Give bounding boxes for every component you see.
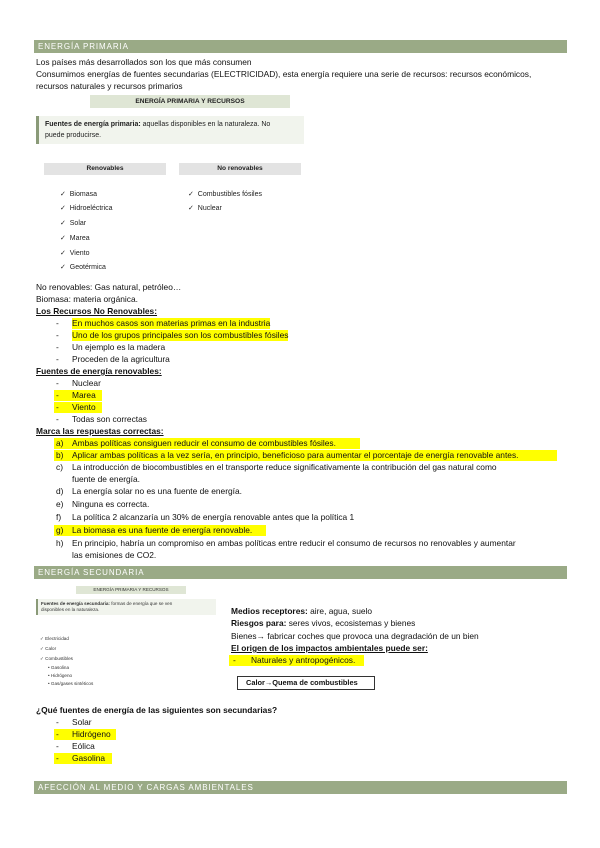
sub-item: • Gasolina [48, 665, 70, 670]
dash-bullet: - [56, 729, 59, 739]
section-header-energia-secundaria: ENERGÍA SECUNDARIA [34, 566, 567, 579]
section-header-energia-primaria: ENERGÍA PRIMARIA [34, 40, 567, 53]
question-title: El origen de los impactos ambientales puede ser: [231, 643, 428, 653]
check-icon: ✓ [60, 264, 66, 271]
list-item: ✓ Marea [60, 235, 90, 242]
list-item: ✓ Calor [40, 646, 57, 651]
answer-item: Nuclear [72, 378, 101, 388]
dash-bullet: - [56, 402, 59, 412]
definition-text: aquellas disponibles en la naturaleza. No [140, 121, 271, 128]
question-title: Los Recursos No Renovables: [36, 306, 158, 316]
answer-item: Solar [72, 717, 92, 727]
dash-bullet: - [56, 741, 59, 751]
answer-item: Gasolina [72, 753, 106, 763]
energy-resources-figure [36, 94, 316, 278]
option-label: c) [56, 462, 63, 472]
dash-bullet: - [233, 655, 236, 665]
check-icon: ✓ [60, 191, 66, 198]
riesgos-line: Riesgos para: seres vivos, ecosistemas y bienes [231, 618, 416, 628]
option-text: La energía solar no es una fuente de energía. [72, 486, 242, 496]
note-line: No renovables: Gas natural, petróleo… [36, 282, 182, 292]
option-label: a) [56, 438, 64, 448]
check-icon: ✓ [188, 205, 194, 212]
list-item: ✓ Biomasa [60, 191, 97, 198]
check-icon: ✓ [60, 235, 66, 242]
answer-item: En muchos casos son materias primas en la industria [72, 318, 271, 328]
answer-item: Eólica [72, 741, 95, 751]
check-icon: ✓ [40, 636, 44, 641]
dash-bullet: - [56, 342, 59, 352]
sub-item: • Hidrógeno [48, 673, 73, 678]
note-line: Biomasa: materia orgánica. [36, 294, 138, 304]
definition-text: puede producirse. [45, 132, 102, 139]
option-label: g) [56, 525, 64, 535]
option-text: La política 2 alcanzaría un 30% de energía renovable antes que la política 1 [72, 512, 355, 522]
no-renovables-header: No renovables [179, 163, 301, 175]
option-text: Ambas políticas consiguen reducir el consumo de combustibles fósiles. [72, 438, 336, 448]
question-title: ¿Qué fuentes de energía de las siguientes son secundarias? [36, 705, 278, 715]
answer-item: Todas son correctas [72, 414, 147, 424]
definition-box: Fuentes de energía secundaria: formas de energía que se ven disponibles en la naturaleza. [36, 599, 216, 615]
dash-bullet: - [56, 753, 59, 763]
option-text: fuente de energía. [72, 474, 140, 484]
intro-line: Consumimos energías de fuentes secundarias (ELECTRICIDAD), esta energía requiere una serie de recursos: recursos económicos, [36, 69, 532, 79]
answer-item: Un ejemplo es la madera [72, 342, 166, 352]
definition-label: Fuentes de energía secundaria: [41, 601, 110, 606]
dash-bullet: - [56, 717, 59, 727]
option-text: Ninguna es correcta. [72, 499, 150, 509]
option-text: En principio, habría un compromiso en ambas políticas entre reducir el consumo de recursos no renovables y aumentar [72, 538, 516, 548]
question-title: Fuentes de energía renovables: [36, 366, 162, 376]
answer-item: Hidrógeno [72, 729, 111, 739]
check-icon: ✓ [60, 220, 66, 227]
option-text: La biomasa es una fuente de energía renovable. [72, 525, 253, 535]
option-label: b) [56, 450, 64, 460]
option-label: f) [56, 512, 62, 522]
dash-bullet: - [56, 330, 59, 340]
dash-bullet: - [56, 354, 59, 364]
check-icon: ✓ [40, 656, 44, 661]
option-text: Aplicar ambas políticas a la vez sería, en principio, beneficioso para aumentar el porcentaje de energía renovable antes. [72, 450, 519, 460]
list-item: ✓ Viento [60, 250, 90, 257]
definition-label: Fuentes de energía primaria: [45, 121, 141, 128]
list-item: ✓ Electricidad [40, 636, 69, 641]
medios-line: Medios receptores: aire, agua, suelo [231, 606, 373, 616]
check-icon: ✓ [60, 250, 66, 257]
secondary-energy-figure [36, 584, 222, 696]
answer-item: Proceden de la agricultura [72, 354, 170, 364]
list-item: ✓ Nuclear [188, 205, 222, 212]
option-text: las emisiones de CO2. [72, 550, 157, 560]
figure-title: ENERGÍA PRIMARIA Y RECURSOS [90, 95, 290, 108]
sub-item: • Gas/gases sintéticos [48, 681, 94, 686]
answer-item: Viento [72, 402, 96, 412]
section-header-afeccion: AFECCIÓN AL MEDIO Y CARGAS AMBIENTALES [34, 781, 567, 794]
list-item: ✓ Combustibles fósiles [188, 191, 262, 198]
option-label: d) [56, 486, 64, 496]
check-icon: ✓ [40, 646, 44, 651]
answer-item: Naturales y antropogénicos. [251, 655, 356, 665]
intro-line: Los países más desarrollados son los que más consumen [36, 57, 252, 67]
renovables-header: Renovables [44, 163, 166, 175]
answer-item: Uno de los grupos principales son los combustibles fósiles [72, 330, 289, 340]
list-item: ✓ Solar [60, 220, 87, 227]
check-icon: ✓ [60, 205, 66, 212]
option-text: La introducción de biocombustibles en el transporte reduce significativamente la contribución del gas natural como [72, 462, 497, 472]
option-label: h) [56, 538, 64, 548]
figure-title: ENERGÍA PRIMARIA Y RECURSOS [76, 586, 186, 594]
option-label: e) [56, 499, 64, 509]
question-title: Marca las respuestas correctas: [36, 426, 164, 436]
bienes-line: Bienes→ fabricar coches que provoca una degradación de un bien [231, 631, 479, 641]
definition-box [36, 116, 304, 144]
dash-bullet: - [56, 378, 59, 388]
list-item: ✓ Hidroeléctrica [60, 205, 113, 212]
dash-bullet: - [56, 318, 59, 328]
dash-bullet: - [56, 414, 59, 424]
check-icon: ✓ [188, 191, 194, 198]
dash-bullet: - [56, 390, 59, 400]
list-item: ✓ Geotérmica [60, 264, 106, 271]
intro-line: recursos naturales y recursos primarios [36, 81, 183, 91]
answer-item: Marea [72, 390, 96, 400]
list-item: ✓ Combustibles [40, 656, 73, 661]
note-box: Calor→Quema de combustibles [237, 676, 375, 690]
